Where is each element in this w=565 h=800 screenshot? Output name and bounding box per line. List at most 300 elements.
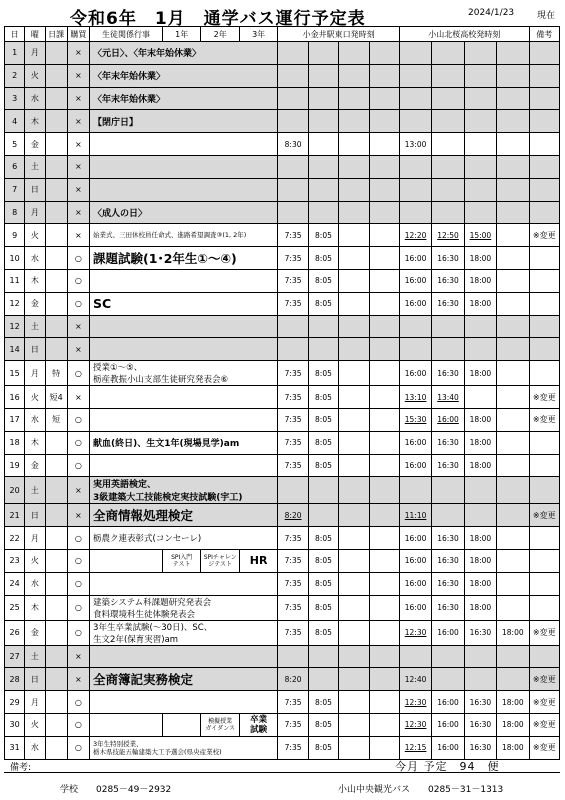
day-cell: 18 (5, 431, 25, 454)
koganei-time-cell: 7:35 (278, 572, 308, 595)
weekday-cell: 木 (25, 110, 45, 133)
oyama-time-cell (432, 668, 464, 691)
oyama-time-cell: 16:30 (432, 361, 464, 386)
table-row (5, 338, 560, 361)
day-cell: 21 (5, 504, 25, 527)
oyama-time-cell (432, 504, 464, 527)
remarks-cell: ※変更 (529, 691, 559, 714)
bus-company-phone: 小山中央観光バス 0285－31－1313 (338, 785, 504, 795)
event-sub-label (171, 554, 192, 568)
oyama-time-cell (399, 155, 431, 178)
header-grade2: 2年 (201, 27, 239, 42)
table-row (5, 292, 560, 315)
oyama-time-cell (497, 315, 529, 338)
table-row (5, 431, 560, 454)
weekday-cell: 木 (25, 431, 45, 454)
oyama-time-cell (432, 87, 464, 110)
remarks-cell (529, 42, 559, 65)
weekday-cell: 土 (25, 477, 45, 504)
trip-count: 今月 予定 94 便 (395, 760, 500, 773)
event-line: SPIチャレン (203, 553, 237, 561)
table-row (5, 504, 560, 527)
oyama-time-cell: 12:15 (399, 736, 431, 759)
schedule-type-cell (45, 87, 67, 110)
oyama-time-cell (464, 504, 496, 527)
oyama-time-cell: 16:30 (432, 572, 464, 595)
oyama-time-cell: 16:00 (399, 454, 431, 477)
weekday-cell: 月 (25, 201, 45, 224)
oyama-time-cell: 18:00 (464, 408, 496, 431)
oyama-time-cell: 16:30 (432, 247, 464, 270)
koganei-time-cell (308, 315, 338, 338)
event-cell (90, 247, 278, 270)
koganei-time-cell: 7:35 (278, 736, 308, 759)
koganei-time-cell (339, 572, 369, 595)
event-line: 〈成人の日〉 (93, 208, 148, 219)
koganei-time-cell (339, 361, 369, 386)
remarks-cell (529, 338, 559, 361)
oyama-time-cell: 16:00 (399, 361, 431, 386)
store-cell: ○ (67, 527, 89, 550)
weekday-cell: 火 (25, 224, 45, 247)
day-cell: 2 (5, 64, 25, 87)
table-row (5, 110, 560, 133)
oyama-time-cell (399, 64, 431, 87)
as-of-label: 現在 (537, 11, 556, 21)
event-line: ガイダンス (205, 724, 236, 732)
koganei-time-cell (339, 155, 369, 178)
event-cell (90, 504, 278, 527)
oyama-time-cell: 16:00 (432, 620, 464, 645)
koganei-time-cell: 8:05 (308, 736, 338, 759)
store-cell: × (67, 315, 89, 338)
koganei-time-cell (308, 110, 338, 133)
oyama-time-cell (432, 645, 464, 668)
koganei-time-cell (308, 64, 338, 87)
store-cell: × (67, 386, 89, 409)
koganei-time-cell (369, 408, 399, 431)
event-line: SPI入門 (171, 553, 193, 561)
event-cell (90, 454, 278, 477)
header-koganei-departure: 小金井駅東口発時刻 (278, 27, 400, 42)
koganei-time-cell (339, 549, 369, 572)
store-cell: × (67, 133, 89, 156)
weekday-cell: 火 (25, 713, 45, 736)
event-cell (90, 572, 278, 595)
oyama-time-cell (497, 155, 529, 178)
table-row (5, 361, 560, 386)
oyama-time-cell: 12:20 (399, 224, 431, 247)
schedule-type-cell (45, 477, 67, 504)
event-line: 始業式、三田休校員任命式、進路希望調査③(1, 2年) (93, 231, 247, 240)
remarks-cell: ※変更 (529, 668, 559, 691)
oyama-time-cell (497, 110, 529, 133)
weekday-cell: 日 (25, 338, 45, 361)
schedule-type-cell (45, 64, 67, 87)
koganei-time-cell (369, 87, 399, 110)
day-cell: 25 (5, 595, 25, 620)
koganei-time-cell: 7:35 (278, 527, 308, 550)
oyama-time-cell: 18:00 (464, 431, 496, 454)
koganei-time-cell (308, 178, 338, 201)
oyama-time-cell: 16:30 (464, 713, 496, 736)
event-cell (90, 361, 278, 386)
oyama-time-cell: 16:00 (399, 595, 431, 620)
koganei-time-cell (339, 292, 369, 315)
oyama-time-cell: 16:30 (464, 736, 496, 759)
event-line: 実用英語検定、 (93, 480, 157, 491)
oyama-time-cell (399, 201, 431, 224)
schedule-type-cell (45, 133, 67, 156)
oyama-time-cell (497, 338, 529, 361)
event-line: 試験 (250, 724, 268, 735)
oyama-time-cell (497, 477, 529, 504)
day-cell: 22 (5, 527, 25, 550)
koganei-time-cell (369, 224, 399, 247)
koganei-time-cell: 8:05 (308, 691, 338, 714)
remarks-cell (529, 201, 559, 224)
koganei-time-cell: 8:30 (278, 133, 308, 156)
oyama-time-cell (497, 247, 529, 270)
oyama-time-cell (497, 549, 529, 572)
event-line: 模擬授業 (208, 717, 233, 725)
oyama-time-cell: 12:30 (399, 620, 431, 645)
table-row (5, 87, 560, 110)
koganei-time-cell (278, 110, 308, 133)
koganei-time-cell: 8:20 (278, 668, 308, 691)
koganei-time-cell (369, 620, 399, 645)
koganei-time-cell (278, 315, 308, 338)
oyama-time-cell: 18:00 (497, 736, 529, 759)
oyama-time-cell: 16:00 (399, 292, 431, 315)
store-cell: ○ (67, 736, 89, 759)
koganei-time-cell (339, 386, 369, 409)
event-cell (90, 269, 278, 292)
store-cell: ○ (67, 572, 89, 595)
oyama-time-cell (432, 201, 464, 224)
oyama-time-cell: 12:30 (399, 691, 431, 714)
oyama-time-cell: 18:00 (497, 713, 529, 736)
oyama-time-cell (497, 64, 529, 87)
koganei-time-cell (369, 477, 399, 504)
table-row (5, 315, 560, 338)
oyama-time-cell: 16:30 (432, 549, 464, 572)
oyama-time-cell (497, 87, 529, 110)
koganei-time-cell (308, 155, 338, 178)
event-cell (90, 155, 278, 178)
table-row (5, 133, 560, 156)
koganei-time-cell (339, 691, 369, 714)
footer (0, 756, 565, 800)
remarks-cell: ※変更 (529, 620, 559, 645)
koganei-time-cell (339, 247, 369, 270)
koganei-time-cell: 8:05 (308, 224, 338, 247)
koganei-time-cell (278, 201, 308, 224)
event-line: ジテスト (208, 560, 233, 568)
koganei-time-cell (308, 42, 338, 65)
oyama-time-cell: 13:00 (399, 133, 431, 156)
koganei-time-cell (369, 361, 399, 386)
schedule-type-cell (45, 178, 67, 201)
oyama-time-cell (399, 645, 431, 668)
grade3-cell (239, 713, 277, 736)
header-row (5, 27, 560, 42)
store-cell: ○ (67, 431, 89, 454)
schedule-type-cell: 短4 (45, 386, 67, 409)
koganei-time-cell: 7:35 (278, 431, 308, 454)
koganei-time-cell (339, 269, 369, 292)
event-line: 卒業 (250, 714, 268, 725)
event-cell (90, 691, 278, 714)
oyama-time-cell: 18:00 (464, 527, 496, 550)
oyama-time-cell (497, 133, 529, 156)
koganei-time-cell (369, 42, 399, 65)
grade1-cell (162, 713, 200, 736)
event-line: 献血(終日)、生文1年(現場見学)am (93, 439, 240, 450)
koganei-time-cell: 7:35 (278, 224, 308, 247)
weekday-cell: 金 (25, 292, 45, 315)
day-cell: 29 (5, 691, 25, 714)
schedule-type-cell (45, 549, 67, 572)
day-cell: 1 (5, 42, 25, 65)
schedule-type-cell (45, 645, 67, 668)
oyama-time-cell (497, 178, 529, 201)
day-cell: 12 (5, 292, 25, 315)
weekday-cell: 月 (25, 527, 45, 550)
store-cell: ○ (67, 292, 89, 315)
oyama-time-cell (497, 572, 529, 595)
oyama-time-cell (497, 42, 529, 65)
oyama-time-cell (464, 64, 496, 87)
koganei-time-cell (369, 504, 399, 527)
koganei-time-cell (369, 386, 399, 409)
remarks-cell (529, 64, 559, 87)
oyama-time-cell: 16:30 (432, 595, 464, 620)
event-cell (90, 645, 278, 668)
oyama-time-cell (399, 315, 431, 338)
koganei-time-cell (369, 431, 399, 454)
table-row (5, 247, 560, 270)
weekday-cell: 水 (25, 408, 45, 431)
oyama-time-cell (497, 645, 529, 668)
remarks-cell (529, 315, 559, 338)
koganei-time-cell (308, 133, 338, 156)
event-cell (90, 527, 278, 550)
oyama-time-cell: 11:10 (399, 504, 431, 527)
store-cell: × (67, 201, 89, 224)
event-cell (90, 110, 278, 133)
event-cell (90, 477, 278, 504)
koganei-time-cell: 7:35 (278, 691, 308, 714)
oyama-time-cell (464, 315, 496, 338)
title-bar (0, 0, 565, 29)
oyama-time-cell (497, 224, 529, 247)
schedule-table (4, 26, 560, 760)
event-line: 全商簿記実務検定 (93, 672, 194, 688)
day-cell: 17 (5, 408, 25, 431)
remarks-cell: ※変更 (529, 224, 559, 247)
table-row (5, 572, 560, 595)
koganei-time-cell: 7:35 (278, 454, 308, 477)
oyama-time-cell: 16:30 (432, 269, 464, 292)
table-row (5, 691, 560, 714)
koganei-time-cell (308, 477, 338, 504)
koganei-time-cell (369, 572, 399, 595)
remarks-cell (529, 431, 559, 454)
koganei-time-cell: 7:35 (278, 549, 308, 572)
schedule-type-cell (45, 315, 67, 338)
store-cell: ○ (67, 247, 89, 270)
oyama-time-cell: 16:30 (464, 691, 496, 714)
remarks-cell (529, 178, 559, 201)
oyama-time-cell (432, 338, 464, 361)
koganei-time-cell (369, 668, 399, 691)
schedule-type-cell (45, 247, 67, 270)
header-student-events: 生徒関係行事 (90, 27, 163, 42)
oyama-time-cell: 18:00 (464, 454, 496, 477)
koganei-time-cell (369, 338, 399, 361)
remarks-cell (529, 454, 559, 477)
schedule-type-cell (45, 110, 67, 133)
remarks-cell: ※変更 (529, 408, 559, 431)
remarks-cell: ※変更 (529, 713, 559, 736)
grade2-cell (201, 549, 239, 572)
oyama-time-cell (497, 386, 529, 409)
event-line: 全商情報処理検定 (93, 508, 194, 524)
store-cell: × (67, 178, 89, 201)
day-cell: 16 (5, 386, 25, 409)
header-weekday: 曜 (25, 27, 45, 42)
table-row (5, 42, 560, 65)
event-sub-label (250, 715, 267, 735)
oyama-time-cell (432, 315, 464, 338)
event-line: 生文2年(保育実習)am (93, 634, 179, 645)
remarks-cell (529, 595, 559, 620)
koganei-time-cell (308, 338, 338, 361)
day-cell: 12 (5, 315, 25, 338)
oyama-time-cell (399, 178, 431, 201)
day-cell: 15 (5, 361, 25, 386)
oyama-time-cell (464, 87, 496, 110)
koganei-time-cell (369, 691, 399, 714)
koganei-time-cell (339, 201, 369, 224)
day-cell: 31 (5, 736, 25, 759)
table-row (5, 454, 560, 477)
table-row (5, 549, 560, 572)
event-cell (90, 431, 278, 454)
koganei-time-cell (369, 292, 399, 315)
schedule-type-cell (45, 431, 67, 454)
koganei-time-cell (278, 64, 308, 87)
day-cell: 5 (5, 133, 25, 156)
oyama-time-cell: 12:40 (399, 668, 431, 691)
koganei-time-cell: 8:05 (308, 572, 338, 595)
remarks-label: 備考: (10, 763, 32, 773)
store-cell: ○ (67, 408, 89, 431)
weekday-cell: 水 (25, 736, 45, 759)
weekday-cell: 土 (25, 315, 45, 338)
oyama-time-cell: 16:00 (399, 527, 431, 550)
koganei-time-cell (339, 408, 369, 431)
oyama-time-cell (497, 269, 529, 292)
oyama-time-cell (432, 133, 464, 156)
day-cell: 23 (5, 549, 25, 572)
event-line: 授業①～⑤、 (93, 363, 143, 374)
koganei-time-cell: 8:20 (278, 504, 308, 527)
koganei-time-cell: 8:05 (308, 527, 338, 550)
event-cell (90, 133, 278, 156)
schedule-type-cell: 短 (45, 408, 67, 431)
remarks-cell (529, 477, 559, 504)
koganei-time-cell: 8:05 (308, 292, 338, 315)
event-cell (90, 595, 278, 620)
event-line: SC (93, 296, 112, 312)
day-cell: 8 (5, 201, 25, 224)
event-line: 建築システム科課題研究発表会 (93, 597, 212, 608)
oyama-time-cell: 16:00 (399, 269, 431, 292)
oyama-time-cell: 18:00 (497, 620, 529, 645)
koganei-time-cell: 7:35 (278, 247, 308, 270)
oyama-time-cell: 16:00 (399, 247, 431, 270)
oyama-time-cell (497, 454, 529, 477)
header-grade1: 1年 (162, 27, 200, 42)
koganei-time-cell: 8:05 (308, 620, 338, 645)
table-row (5, 595, 560, 620)
koganei-time-cell (339, 64, 369, 87)
oyama-time-cell (497, 504, 529, 527)
koganei-time-cell (339, 668, 369, 691)
oyama-time-cell: 15:00 (464, 224, 496, 247)
oyama-time-cell (464, 386, 496, 409)
oyama-time-cell (497, 201, 529, 224)
day-cell: 6 (5, 155, 25, 178)
schedule-type-cell (45, 42, 67, 65)
day-cell: 27 (5, 645, 25, 668)
oyama-time-cell: 12:50 (432, 224, 464, 247)
oyama-time-cell: 16:30 (432, 431, 464, 454)
header-day: 日 (5, 27, 25, 42)
schedule-type-cell (45, 155, 67, 178)
schedule-type-cell (45, 572, 67, 595)
koganei-time-cell (369, 645, 399, 668)
table-row (5, 713, 560, 736)
weekday-cell: 水 (25, 572, 45, 595)
as-of-date: 2024/1/23 (468, 8, 515, 18)
store-cell: × (67, 64, 89, 87)
koganei-time-cell (339, 110, 369, 133)
table-row (5, 201, 560, 224)
koganei-time-cell (308, 201, 338, 224)
remarks-cell (529, 549, 559, 572)
schedule-type-cell (45, 527, 67, 550)
event-line: 〈年末年始休業〉 (93, 72, 166, 83)
koganei-time-cell (278, 155, 308, 178)
oyama-time-cell (497, 595, 529, 620)
event-line: 〈年末年始休業〉 (93, 94, 166, 105)
grade1-cell (162, 549, 200, 572)
oyama-time-cell (432, 110, 464, 133)
schedule-type-cell: 特 (45, 361, 67, 386)
table-row (5, 477, 560, 504)
koganei-time-cell (308, 504, 338, 527)
koganei-time-cell (369, 201, 399, 224)
event-cell (90, 549, 163, 572)
store-cell: ○ (67, 691, 89, 714)
koganei-time-cell (369, 247, 399, 270)
koganei-time-cell (369, 315, 399, 338)
header-schedule-type: 日課 (45, 27, 67, 42)
oyama-time-cell (399, 110, 431, 133)
